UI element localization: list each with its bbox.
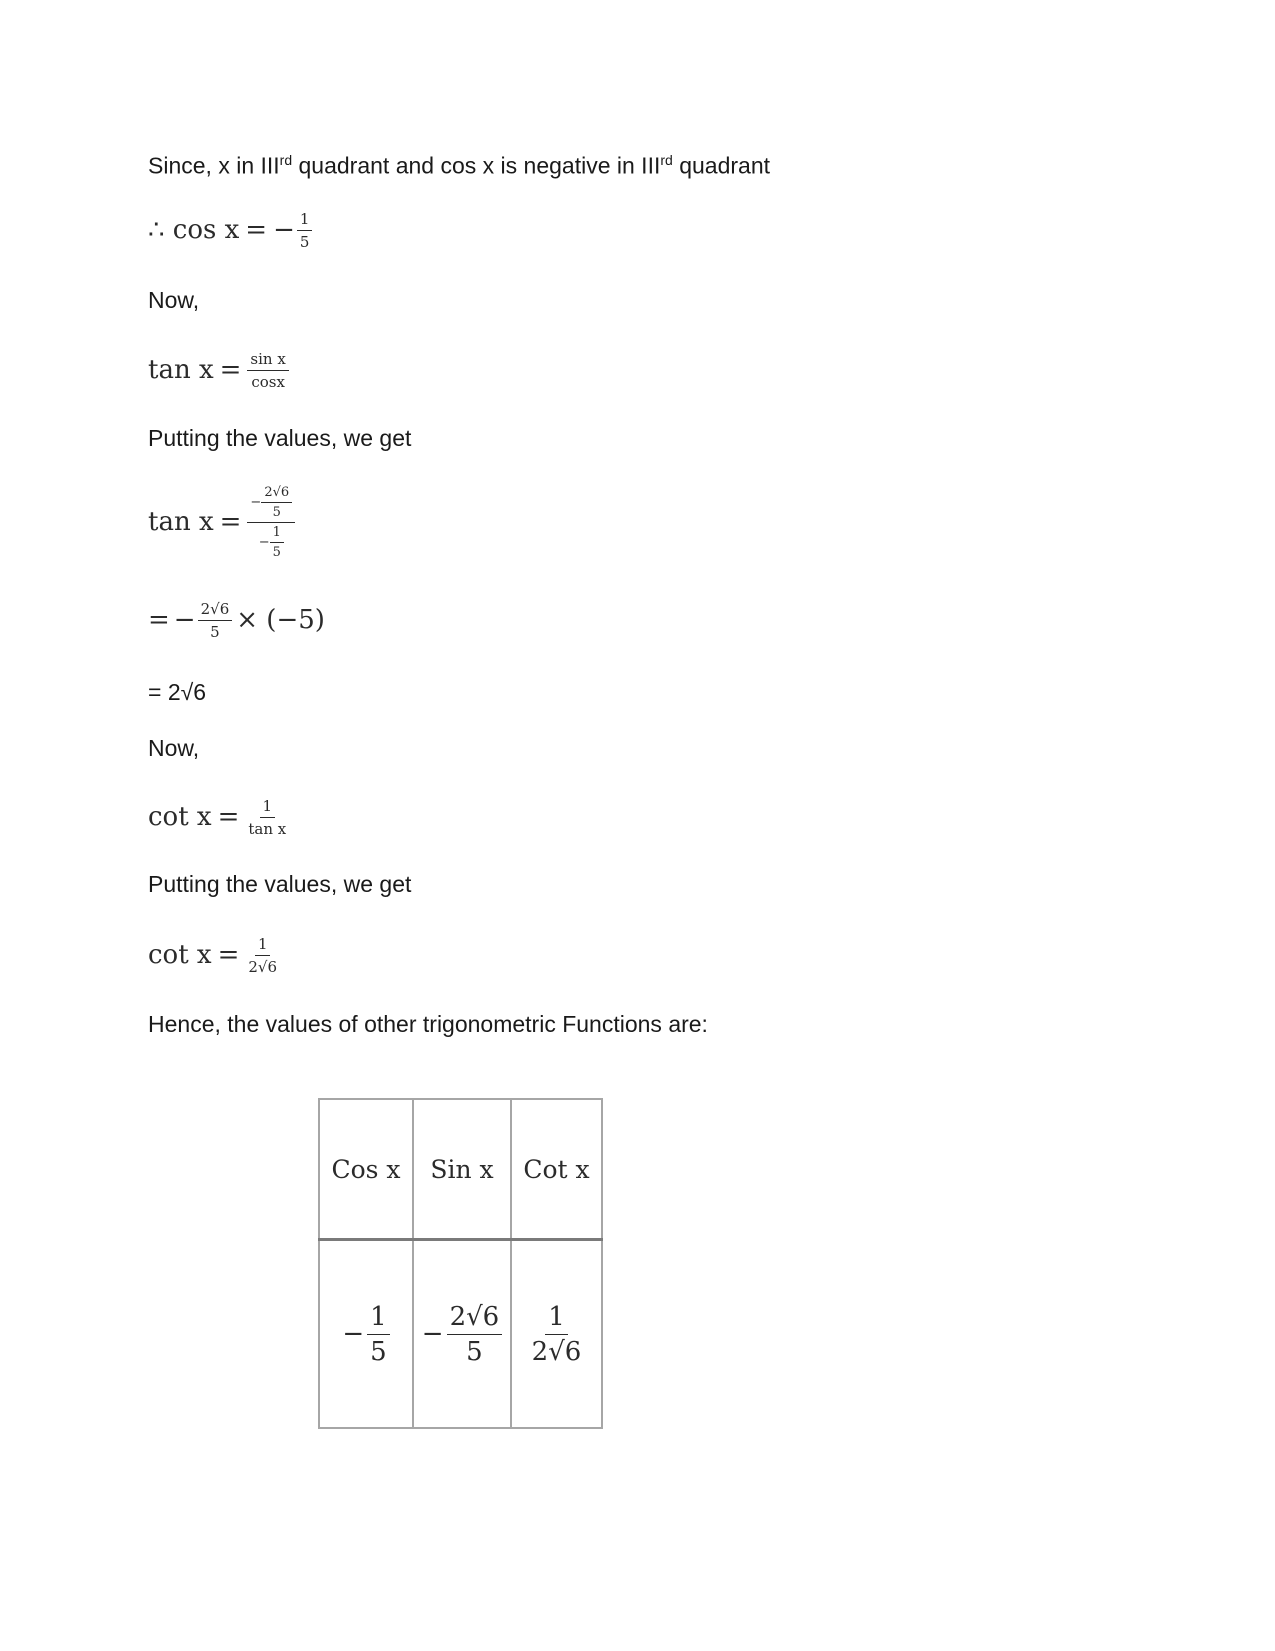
tan-def-fraction: [247, 350, 288, 391]
tan-def-numerator: sin x: [247, 350, 288, 371]
tan-def-equals: =: [219, 355, 242, 385]
cell-sin-value: [413, 1240, 511, 1429]
cos-fraction: [297, 210, 313, 251]
tan-sub-bottom-sign: −: [258, 534, 270, 550]
cot-value-denominator: 2√6: [531, 1336, 582, 1367]
tan-def-denominator: cosx: [251, 372, 285, 391]
cos-denominator: 5: [299, 232, 310, 251]
cot-value-expression: [529, 1302, 585, 1367]
tan-sub-top: [247, 485, 295, 523]
cos-value-expression: [342, 1302, 389, 1367]
header-cot: Cot x: [511, 1099, 602, 1240]
tan-def-lhs: tan x: [148, 355, 214, 385]
sin-value-expression: [422, 1302, 502, 1367]
cos-value-fraction: [367, 1302, 390, 1367]
cell-cot-value: [511, 1240, 602, 1429]
intro-text-a: Since, x in III: [148, 152, 280, 179]
tan-step-fraction: [198, 600, 233, 641]
tan-sub-equals: =: [219, 507, 242, 537]
sin-value-sign: −: [421, 1319, 444, 1349]
now-label-2: Now,: [148, 735, 200, 761]
cot-def-numerator: 1: [260, 797, 276, 818]
equation-tan-step: [148, 592, 325, 648]
cell-cos-value: [319, 1240, 413, 1429]
equation-tan-substitution: [148, 480, 295, 564]
cot-def-denominator: tan x: [248, 819, 287, 838]
intro-line: [148, 146, 770, 180]
cos-numerator: 1: [297, 210, 313, 231]
tan-sub-top-sign: −: [250, 494, 262, 510]
cos-value-denominator: 5: [370, 1336, 387, 1367]
cot-val-denominator: 2√6: [248, 957, 278, 976]
cos-value-numerator: 1: [367, 1302, 390, 1335]
tan-sub-top-fraction: [261, 485, 292, 520]
tan-sub-bottom-numerator: 1: [270, 525, 284, 543]
equation-tan-definition: [148, 340, 289, 400]
cot-value-fraction: [529, 1302, 585, 1367]
cos-value-sign: −: [342, 1319, 365, 1349]
cos-lhs: ∴ cos x: [148, 215, 240, 245]
intro-text-c: quadrant: [672, 152, 771, 179]
intro-superscript-2: rd: [660, 152, 673, 168]
tan-step-denominator: 5: [210, 622, 220, 641]
header-cos: Cos x: [319, 1099, 413, 1240]
cot-def-equals: =: [217, 802, 240, 832]
now-label-1: Now,: [148, 287, 200, 313]
trig-values-table: [318, 1098, 603, 1429]
tan-step-equals: =: [148, 605, 170, 635]
tan-sub-bottom-fraction: [270, 525, 284, 560]
cot-val-equals: =: [217, 940, 240, 970]
intro-text-b: quadrant and cos x is negative in III: [292, 152, 661, 179]
cos-sign: −: [273, 215, 295, 245]
header-sin: Sin x: [413, 1099, 511, 1240]
equation-cot-value: [148, 926, 280, 984]
cos-equals: =: [245, 215, 268, 245]
cot-val-fraction: [245, 935, 280, 976]
equation-cot-definition: [148, 788, 289, 846]
tan-sub-bottom: [256, 523, 287, 560]
table-value-row: [319, 1240, 602, 1429]
tan-step-sign: −: [173, 605, 196, 635]
cot-def-lhs: cot x: [148, 802, 212, 832]
tan-sub-bottom-denominator: 5: [272, 544, 281, 560]
hence-label: Hence, the values of other trigonometric Functions are:: [148, 1011, 708, 1037]
putting-values-label-2: Putting the values, we get: [148, 871, 412, 897]
cot-val-lhs: cot x: [148, 940, 212, 970]
tan-sub-top-denominator: 5: [272, 504, 281, 520]
cot-def-fraction: [245, 797, 289, 838]
sin-value-fraction: [447, 1302, 503, 1367]
cot-val-numerator: 1: [255, 935, 271, 956]
tan-sub-lhs: tan x: [148, 507, 214, 537]
equation-cos: [148, 200, 312, 260]
tan-sub-top-numerator: 2√6: [261, 485, 292, 503]
tan-step-multiplier: × (−5): [236, 605, 325, 635]
sin-value-numerator: 2√6: [447, 1302, 503, 1335]
intro-superscript-1: rd: [279, 152, 293, 168]
tan-step-numerator: 2√6: [198, 600, 233, 621]
tan-result: = 2√6: [148, 679, 207, 705]
sin-value-denominator: 5: [466, 1336, 483, 1367]
tan-sub-compound-fraction: [247, 485, 295, 560]
putting-values-label-1: Putting the values, we get: [148, 425, 412, 451]
cot-value-numerator: 1: [545, 1302, 568, 1335]
table-header-row: [319, 1099, 602, 1240]
